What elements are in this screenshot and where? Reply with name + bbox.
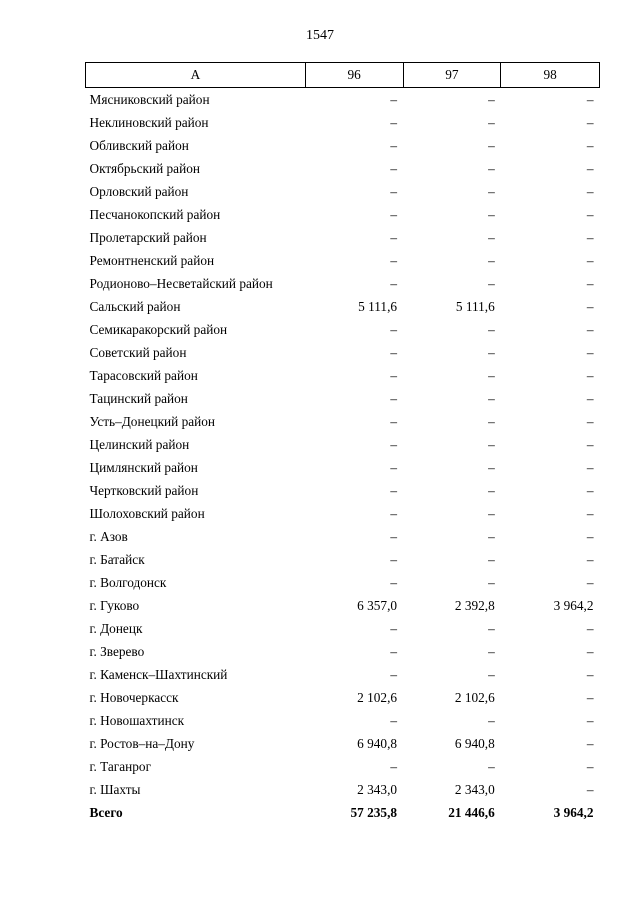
table-row bbox=[86, 502, 600, 525]
value-98-cell: – bbox=[586, 713, 594, 728]
row-name-cell: г. Таганрог bbox=[89, 759, 152, 774]
value-97-cell: – bbox=[488, 391, 495, 406]
value-98-cell: – bbox=[586, 207, 594, 222]
table-row bbox=[86, 479, 600, 502]
table-row bbox=[86, 640, 600, 663]
value-98-cell: – bbox=[586, 253, 594, 268]
row-name-cell: Целинский район bbox=[89, 437, 190, 452]
column-header-96: 96 bbox=[305, 63, 403, 88]
value-97-cell: – bbox=[488, 667, 495, 682]
value-98-cell: – bbox=[586, 276, 594, 291]
row-name-cell: Всего bbox=[89, 805, 123, 820]
value-96-cell: – bbox=[390, 460, 398, 475]
value-97-cell: – bbox=[488, 414, 495, 429]
table-row bbox=[86, 226, 600, 249]
row-name-cell: г. Новошахтинск bbox=[89, 713, 185, 728]
value-98-cell: – bbox=[586, 391, 594, 406]
value-98-cell: – bbox=[586, 460, 594, 475]
value-96-cell: – bbox=[390, 759, 398, 774]
value-98-cell: 3 964,2 bbox=[553, 598, 594, 613]
row-name-cell: Пролетарский район bbox=[89, 230, 207, 245]
table-row bbox=[86, 732, 600, 755]
value-96-cell: – bbox=[390, 322, 398, 337]
row-name-cell: г. Азов bbox=[89, 529, 128, 544]
table-row bbox=[86, 364, 600, 387]
value-98-cell: – bbox=[586, 414, 594, 429]
value-97-cell: – bbox=[488, 92, 495, 107]
value-96-cell: 57 235,8 bbox=[350, 805, 398, 820]
value-97-cell: 2 343,0 bbox=[454, 782, 495, 797]
value-96-cell: – bbox=[390, 207, 398, 222]
row-name-cell: Чертковский район bbox=[89, 483, 199, 498]
value-96-cell: 5 111,6 bbox=[358, 299, 398, 314]
table-row bbox=[86, 134, 600, 157]
value-97-cell: – bbox=[488, 552, 495, 567]
table-row bbox=[86, 686, 600, 709]
value-97-cell: – bbox=[488, 713, 495, 728]
value-97-cell: – bbox=[488, 644, 495, 659]
value-98-cell: – bbox=[586, 437, 594, 452]
value-97-cell: – bbox=[488, 621, 495, 636]
table-row bbox=[86, 433, 600, 456]
value-97-cell: – bbox=[488, 115, 495, 130]
value-97-cell: – bbox=[488, 253, 495, 268]
row-name-cell: Октябрьский район bbox=[89, 161, 200, 176]
value-97-cell: 2 102,6 bbox=[454, 690, 495, 705]
table-row bbox=[86, 548, 600, 571]
column-header-a: А bbox=[86, 63, 306, 88]
value-98-cell: – bbox=[586, 368, 594, 383]
table-row bbox=[86, 341, 600, 364]
value-98-cell: – bbox=[586, 483, 594, 498]
row-name-cell: Родионово–Несветайский район bbox=[89, 276, 273, 291]
value-96-cell: – bbox=[390, 575, 398, 590]
value-97-cell: 5 111,6 bbox=[455, 299, 495, 314]
value-96-cell: 6 357,0 bbox=[357, 598, 398, 613]
row-name-cell: Неклиновский район bbox=[89, 115, 209, 130]
row-name-cell: г. Каменск–Шахтинский bbox=[89, 667, 228, 682]
table-row bbox=[86, 111, 600, 134]
value-98-cell: – bbox=[586, 644, 594, 659]
table-row bbox=[86, 387, 600, 410]
row-name-cell: г. Ростов–на–Дону bbox=[89, 736, 195, 751]
row-name-cell: г. Волгодонск bbox=[89, 575, 167, 590]
value-98-cell: – bbox=[586, 299, 594, 314]
table-row bbox=[86, 318, 600, 341]
table-body bbox=[86, 88, 600, 825]
value-96-cell: – bbox=[390, 161, 398, 176]
value-97-cell: – bbox=[488, 138, 495, 153]
column-header-98: 98 bbox=[501, 63, 600, 88]
row-name-cell: Семикаракорский район bbox=[89, 322, 228, 337]
value-98-cell: – bbox=[586, 667, 594, 682]
value-98-cell: – bbox=[586, 161, 594, 176]
value-97-cell: – bbox=[488, 230, 495, 245]
value-97-cell: – bbox=[488, 276, 495, 291]
row-name-cell: Цимлянский район bbox=[89, 460, 198, 475]
value-97-cell: – bbox=[488, 575, 495, 590]
value-97-cell: – bbox=[488, 483, 495, 498]
row-name-cell: Усть–Донецкий район bbox=[89, 414, 216, 429]
value-96-cell: – bbox=[390, 437, 398, 452]
value-97-cell: – bbox=[488, 322, 495, 337]
row-name-cell: Обливский район bbox=[89, 138, 189, 153]
row-name-cell: Мясниковский район bbox=[89, 92, 210, 107]
value-96-cell: – bbox=[390, 138, 398, 153]
value-98-cell: – bbox=[586, 230, 594, 245]
row-name-cell: г. Зверево bbox=[89, 644, 145, 659]
row-name-cell: Тарасовский район bbox=[89, 368, 198, 383]
value-97-cell: – bbox=[488, 161, 495, 176]
value-96-cell: – bbox=[390, 552, 398, 567]
value-97-cell: – bbox=[488, 184, 495, 199]
value-96-cell: – bbox=[390, 713, 398, 728]
page-number: 1547 bbox=[306, 28, 334, 43]
value-98-cell: – bbox=[586, 552, 594, 567]
value-96-cell: – bbox=[390, 506, 398, 521]
table-row bbox=[86, 272, 600, 295]
value-96-cell: 2 102,6 bbox=[357, 690, 398, 705]
value-97-cell: – bbox=[488, 759, 495, 774]
value-96-cell: – bbox=[390, 92, 398, 107]
value-96-cell: – bbox=[390, 253, 398, 268]
value-96-cell: 2 343,0 bbox=[357, 782, 398, 797]
value-98-cell: – bbox=[586, 529, 594, 544]
value-96-cell: 6 940,8 bbox=[357, 736, 398, 751]
value-98-cell: – bbox=[586, 736, 594, 751]
value-98-cell: – bbox=[586, 184, 594, 199]
value-98-cell: – bbox=[586, 345, 594, 360]
value-97-cell: – bbox=[488, 529, 495, 544]
value-97-cell: – bbox=[488, 506, 495, 521]
value-98-cell: – bbox=[586, 690, 594, 705]
row-name-cell: г. Батайск bbox=[89, 552, 145, 567]
table-row bbox=[86, 410, 600, 433]
value-96-cell: – bbox=[390, 483, 398, 498]
column-header-97: 97 bbox=[403, 63, 501, 88]
value-96-cell: – bbox=[390, 529, 398, 544]
value-98-cell: – bbox=[586, 115, 594, 130]
row-name-cell: Тацинский район bbox=[89, 391, 188, 406]
value-96-cell: – bbox=[390, 667, 398, 682]
value-96-cell: – bbox=[390, 391, 398, 406]
table-row bbox=[86, 88, 600, 112]
value-98-cell: – bbox=[586, 621, 594, 636]
value-96-cell: – bbox=[390, 276, 398, 291]
table-row bbox=[86, 249, 600, 272]
row-name-cell: Песчанокопский район bbox=[89, 207, 221, 222]
row-name-cell: Шолоховский район bbox=[89, 506, 205, 521]
value-98-cell: – bbox=[586, 138, 594, 153]
value-97-cell: 2 392,8 bbox=[454, 598, 495, 613]
value-97-cell: – bbox=[488, 345, 495, 360]
row-name-cell: Ремонтненский район bbox=[89, 253, 215, 268]
row-name-cell: г. Новочеркасск bbox=[89, 690, 179, 705]
value-98-cell: – bbox=[586, 759, 594, 774]
value-98-cell: – bbox=[586, 782, 594, 797]
value-98-cell: – bbox=[586, 322, 594, 337]
value-96-cell: – bbox=[390, 644, 398, 659]
row-name-cell: Орловский район bbox=[89, 184, 189, 199]
value-98-cell: – bbox=[586, 506, 594, 521]
table-row bbox=[86, 157, 600, 180]
value-96-cell: – bbox=[390, 230, 398, 245]
row-name-cell: Сальский район bbox=[89, 299, 181, 314]
value-96-cell: – bbox=[390, 414, 398, 429]
value-97-cell: – bbox=[488, 207, 495, 222]
value-97-cell: 6 940,8 bbox=[454, 736, 495, 751]
value-96-cell: – bbox=[390, 115, 398, 130]
table-row bbox=[86, 617, 600, 640]
value-96-cell: – bbox=[390, 345, 398, 360]
row-name-cell: г. Донецк bbox=[89, 621, 143, 636]
table-row bbox=[86, 180, 600, 203]
data-table bbox=[85, 62, 600, 824]
value-98-cell: 3 964,2 bbox=[553, 805, 594, 820]
table-row bbox=[86, 525, 600, 548]
value-98-cell: – bbox=[586, 575, 594, 590]
table-row bbox=[86, 594, 600, 617]
table-row bbox=[86, 571, 600, 594]
table-header-row bbox=[86, 63, 600, 88]
table-row bbox=[86, 203, 600, 226]
row-name-cell: Советский район bbox=[89, 345, 187, 360]
value-96-cell: – bbox=[390, 621, 398, 636]
table-row bbox=[86, 778, 600, 801]
value-96-cell: – bbox=[390, 368, 398, 383]
row-name-cell: г. Гуково bbox=[89, 598, 140, 613]
value-96-cell: – bbox=[390, 184, 398, 199]
total-row bbox=[86, 801, 600, 824]
table-row bbox=[86, 709, 600, 732]
value-97-cell: – bbox=[488, 437, 495, 452]
value-97-cell: – bbox=[488, 460, 495, 475]
table-row bbox=[86, 755, 600, 778]
value-98-cell: – bbox=[586, 92, 594, 107]
value-97-cell: – bbox=[488, 368, 495, 383]
table-row bbox=[86, 456, 600, 479]
table-row bbox=[86, 295, 600, 318]
table-row bbox=[86, 663, 600, 686]
row-name-cell: г. Шахты bbox=[89, 782, 141, 797]
value-97-cell: 21 446,6 bbox=[448, 805, 495, 820]
